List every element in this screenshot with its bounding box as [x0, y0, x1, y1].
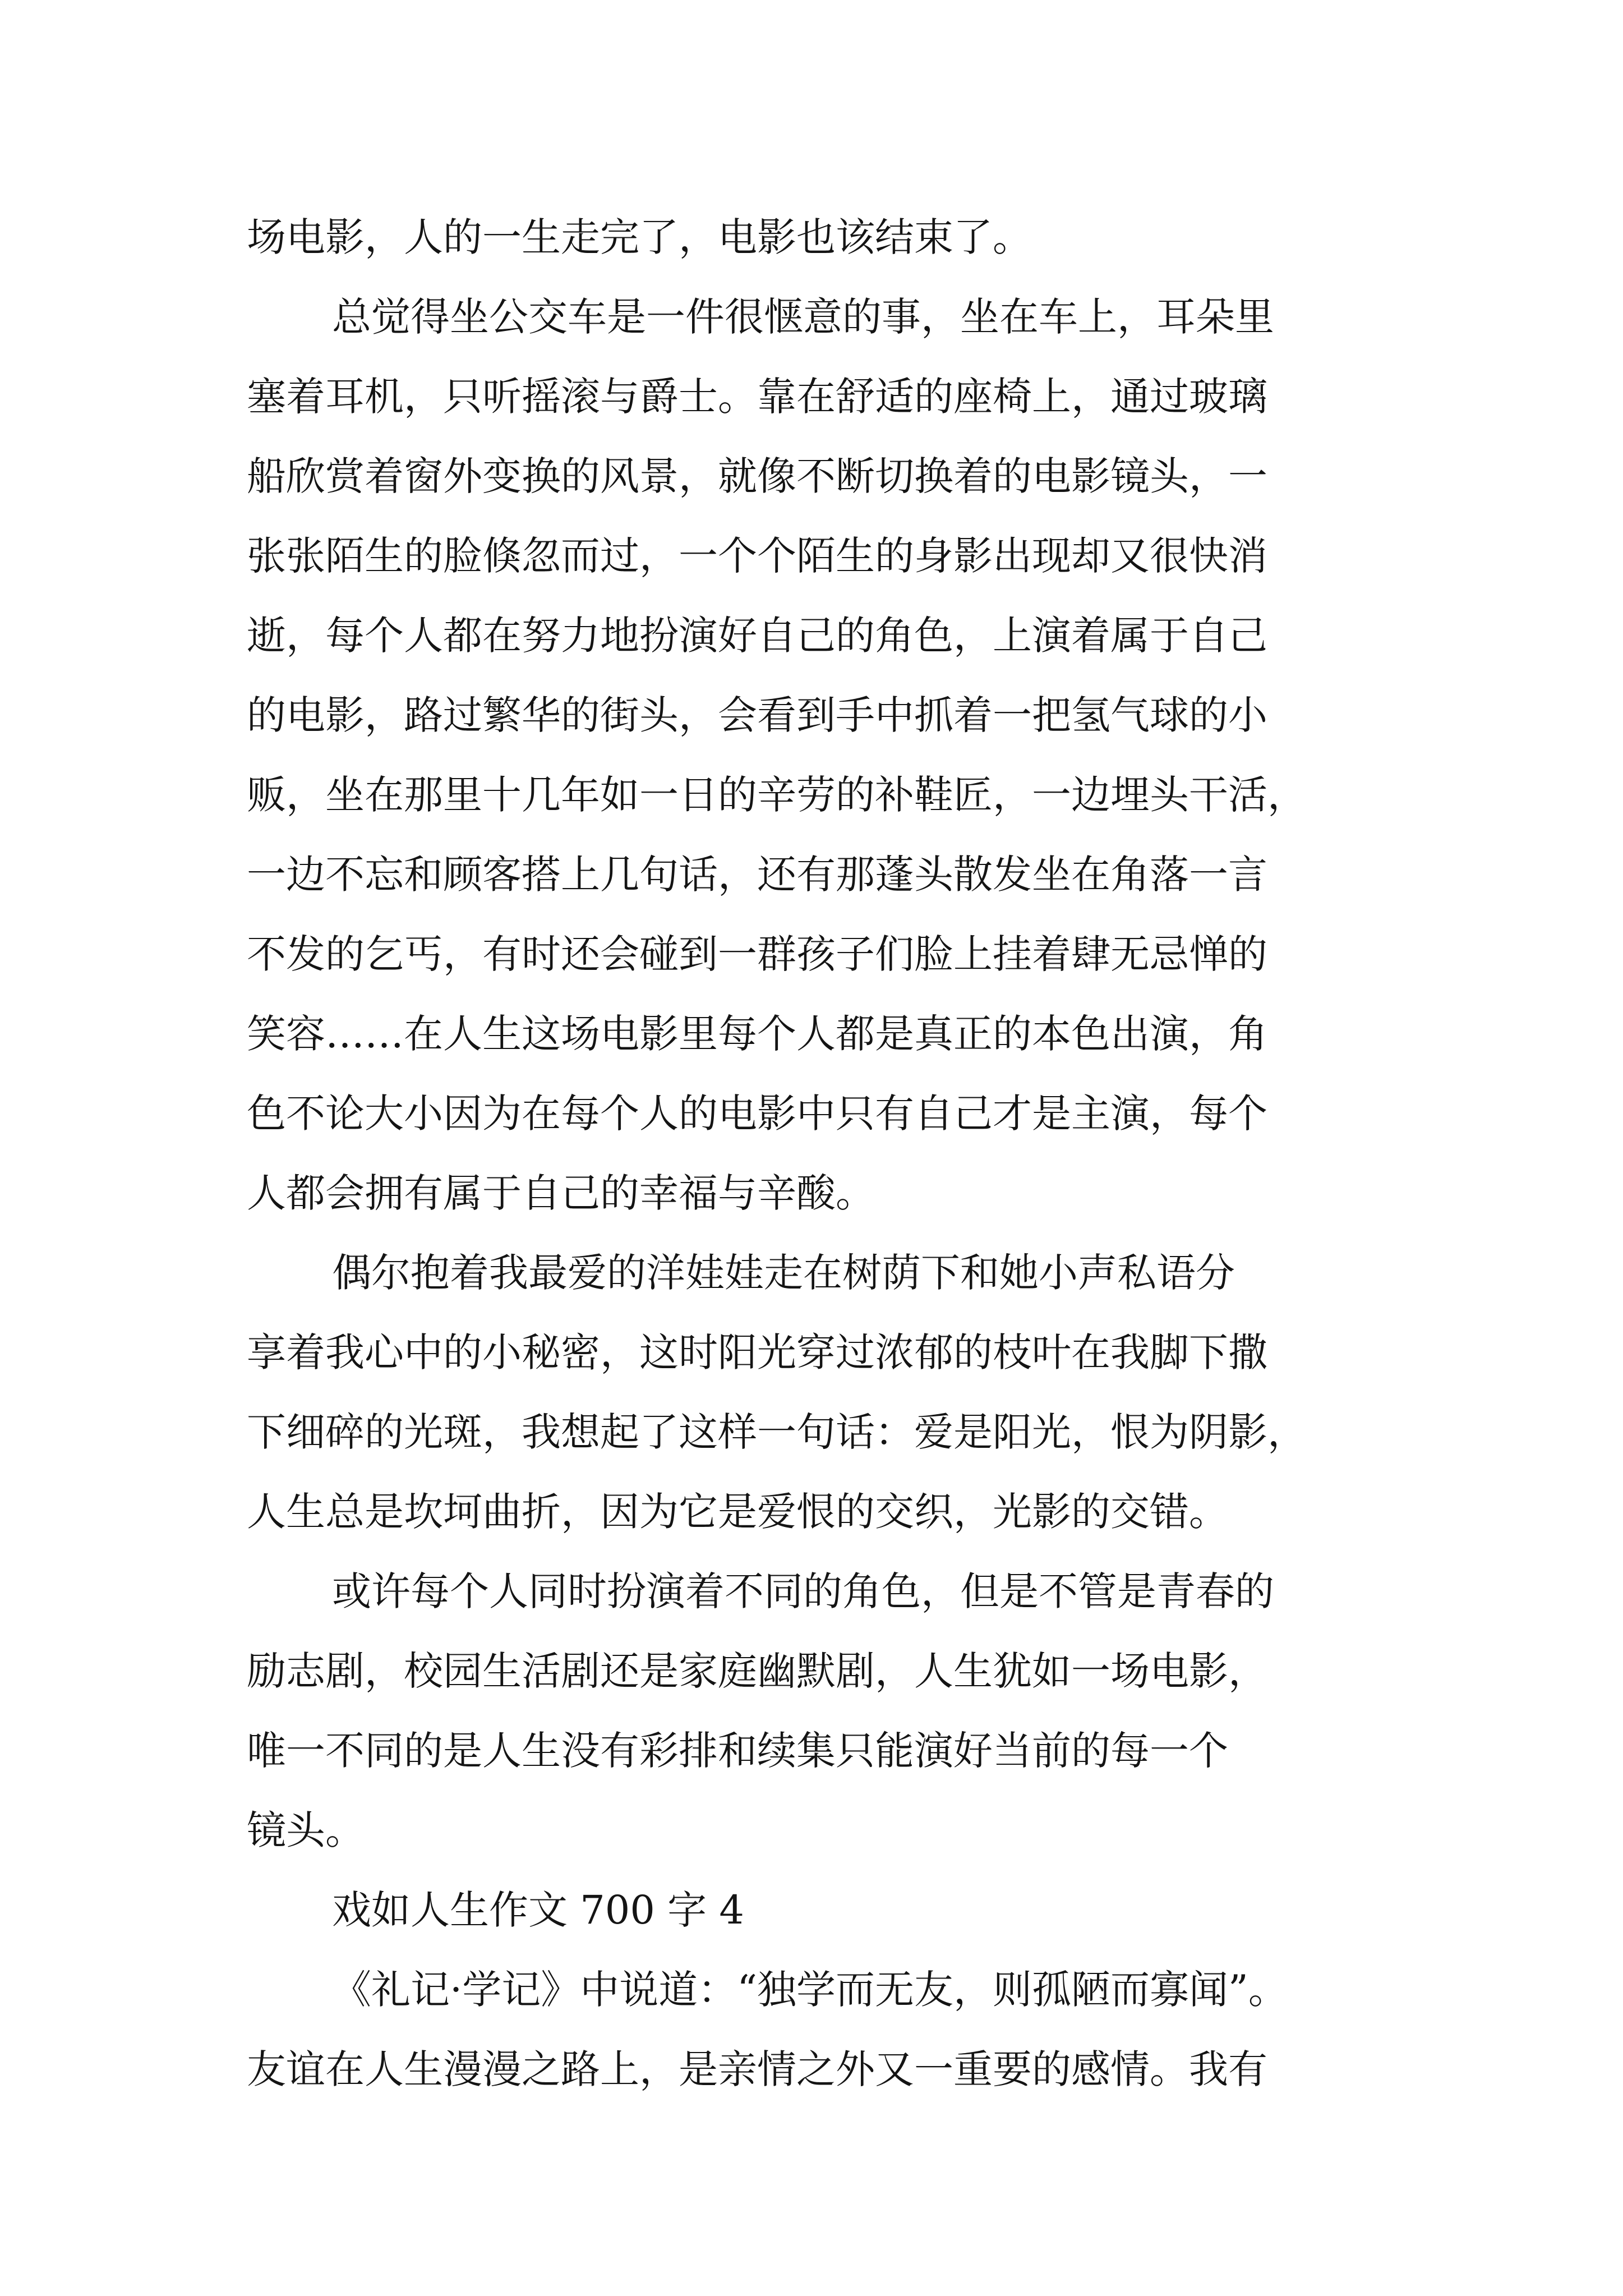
text-line: 人都会拥有属于自己的幸福与辛酸。	[247, 1170, 875, 1216]
text-line: 塞着耳机，只听摇滚与爵士。靠在舒适的座椅上，通过玻璃	[247, 374, 1267, 420]
paragraph-first-line: 《礼记·学记》中说道：“独学而无友，则孤陋而寡闻”。	[332, 1967, 1288, 2013]
text-line: 笑容……在人生这场电影里每个人都是真正的本色出演，角	[247, 1011, 1267, 1057]
paragraph-first-line: 偶尔抱着我最爱的洋娃娃走在树荫下和她小声私语分	[332, 1250, 1235, 1296]
text-line: 张张陌生的脸倏忽而过，一个个陌生的身影出现却又很快消	[247, 533, 1267, 579]
text-line: 不发的乞丐，有时还会碰到一群孩子们脸上挂着肆无忌惮的	[247, 931, 1267, 977]
text-line: 镜头。	[247, 1807, 365, 1853]
text-line: 色不论大小因为在每个人的电影中只有自己才是主演，每个	[247, 1091, 1267, 1137]
text-line: 船欣赏着窗外变换的风景，就像不断切换着的电影镜头，一	[247, 453, 1267, 499]
text-line: 唯一不同的是人生没有彩排和续集只能演好当前的每一个	[247, 1728, 1228, 1774]
section-heading: 戏如人生作文 700 字 4	[332, 1887, 744, 1933]
text-line: 励志剧，校园生活剧还是家庭幽默剧，人生犹如一场电影，	[247, 1648, 1267, 1694]
text-line: 下细碎的光斑，我想起了这样一句话：爱是阳光，恨为阴影，	[247, 1409, 1307, 1455]
text-line: 友谊在人生漫漫之路上，是亲情之外又一重要的感情。我有	[247, 2046, 1267, 2092]
text-line: 享着我心中的小秘密，这时阳光穿过浓郁的枝叶在我脚下撒	[247, 1329, 1267, 1375]
text-line: 贩，坐在那里十几年如一日的辛劳的补鞋匠，一边埋头干活，	[247, 772, 1307, 818]
text-line: 场电影，人的一生走完了，电影也该结束了。	[247, 214, 1032, 260]
paragraph-first-line: 总觉得坐公交车是一件很惬意的事，坐在车上，耳朵里	[332, 294, 1274, 340]
text-line: 逝，每个人都在努力地扮演好自己的角色，上演着属于自己	[247, 613, 1267, 659]
text-line: 一边不忘和顾客搭上几句话，还有那蓬头散发坐在角落一言	[247, 852, 1267, 898]
paragraph-first-line: 或许每个人同时扮演着不同的角色，但是不管是青春的	[332, 1568, 1274, 1614]
text-line: 的电影，路过繁华的街头，会看到手中抓着一把氢气球的小	[247, 692, 1267, 738]
text-line: 人生总是坎坷曲折，因为它是爱恨的交织，光影的交错。	[247, 1489, 1228, 1535]
